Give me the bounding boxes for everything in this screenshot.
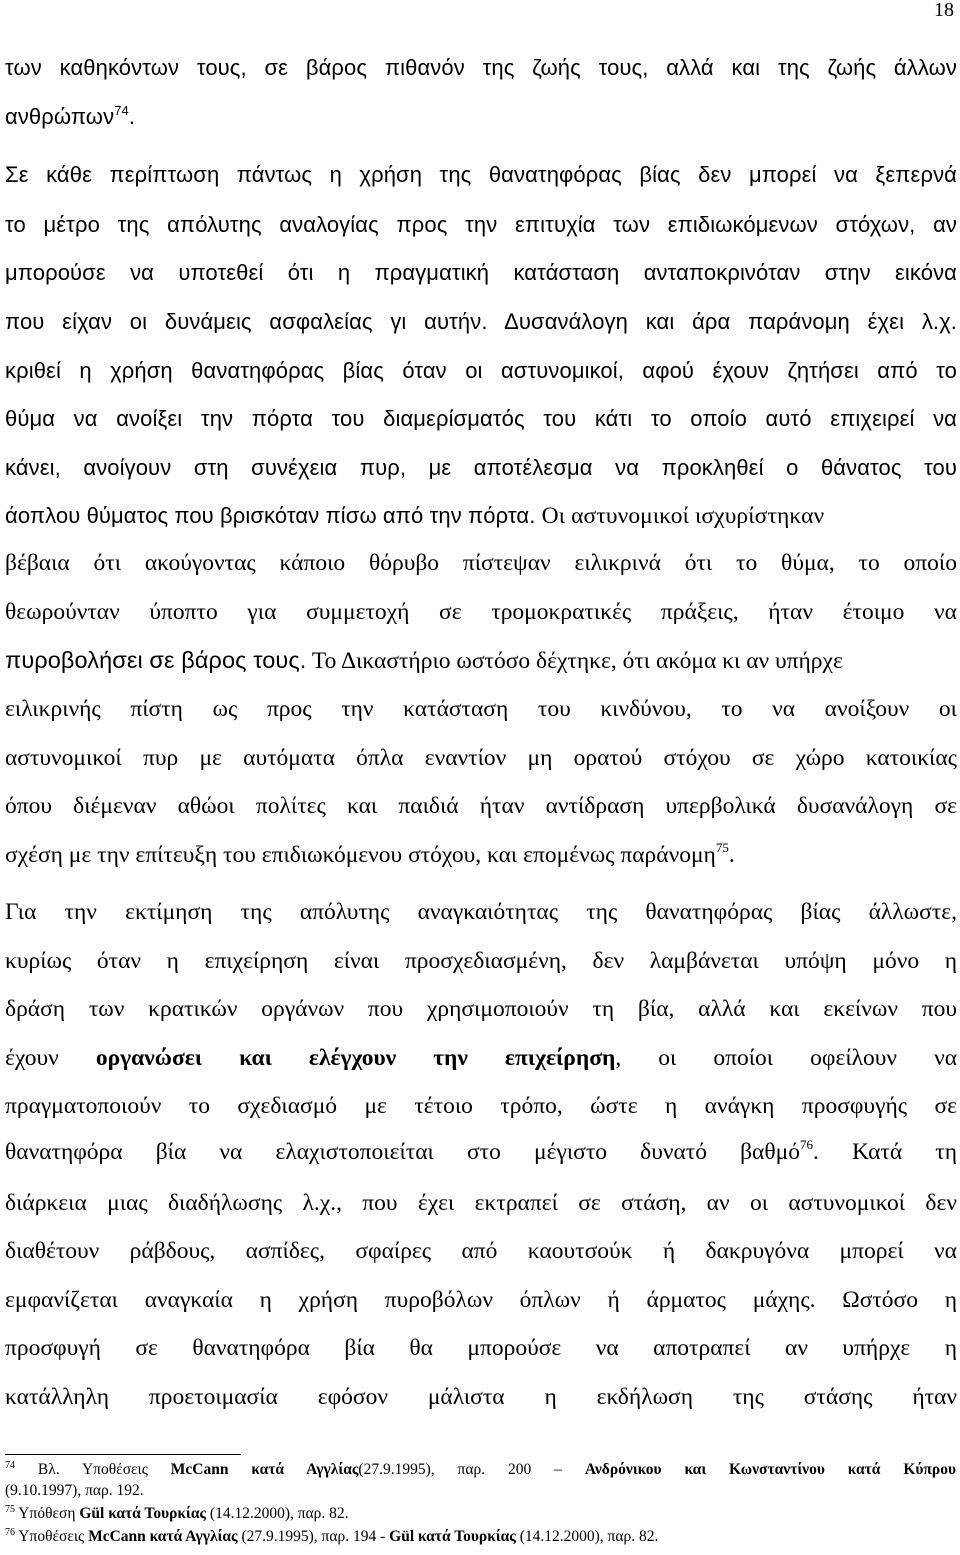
case-name: Ανδρόνικου και Κωνσταντίνου κατά Κύπρου [584, 1461, 957, 1478]
text-line: κυρίως όταν η επιχείρηση είναι προσχεδιασμένη, δεν λαμβάνεται υπόψη μόνο η [5, 948, 957, 974]
text-span: Υπόθεση [15, 1505, 80, 1522]
text-span: (27.9.1995), παρ. 200 – [358, 1461, 585, 1478]
text-line: εμφανίζεται αναγκαία η χρήση πυροβόλων όπλων ή άρματος μάχης. Ωστόσο η [5, 1287, 957, 1313]
text-line: κατάλληλη προετοιμασία εφόσον μάλιστα η εκδήλωση της στάσης ήταν [5, 1384, 957, 1410]
text-line: Σε κάθε περίπτωση πάντως η χρήση της θανατηφόρας βίας δεν μπορεί να ξεπερνά [5, 162, 957, 187]
text-line: διαθέτουν ράβδους, ασπίδες, σφαίρες από καουτσούκ ή δακρυγόνα μπορεί να [5, 1238, 957, 1264]
text-span: . [728, 842, 735, 868]
text-span: Το Δικαστήριο ωστόσο δέχτηκε, ότι ακόμα κι αν υπήρχε [311, 648, 843, 674]
text-line [5, 503, 957, 529]
case-name: Gül κατά Τουρκίας [79, 1505, 207, 1522]
text-span: Κατά τη [851, 1139, 957, 1165]
text-line: Για την εκτίμηση της απόλυτης αναγκαιότητας της θανατηφόρας βίας άλλωστε, [5, 899, 957, 925]
footnote-ref-75[interactable]: 75 [715, 840, 729, 856]
text-span: (14.12.2000), παρ. 82. [515, 1528, 659, 1545]
text-line: θεωρούνταν ύποπτο για συμμετοχή σε τρομοκρατικές πράξεις, ήταν έτοιμο να [5, 599, 957, 625]
text-line [5, 104, 957, 130]
text-line: διάρκεια μιας διαδήλωσης λ.χ., που έχει εκτραπεί σε στάση, αν οι αστυνομικοί δεν [5, 1190, 957, 1216]
footnote-number: 75 [5, 1503, 15, 1515]
text-span: σχέση με την επίτευξη του επιδιωκόμενου στόχου, και επομένως παράνομη [5, 842, 716, 868]
footnote-ref-74[interactable]: 74 [114, 102, 129, 118]
text-span: πυροβολήσει σε βάρος τους. [5, 647, 307, 673]
case-name: McCann κατά Αγγλίας [170, 1461, 359, 1478]
text-line [5, 1139, 957, 1165]
text-line: κριθεί η χρήση θανατηφόρας βίας όταν οι αστυνομικοί, αφού έχουν ζητήσει από το [5, 358, 957, 383]
text-line [5, 1045, 957, 1071]
text-span: θανατηφόρα βία να ελαχιστοποιείται στο μέγιστο δυνατό βαθμό [5, 1139, 800, 1165]
text-line: πραγματοποιούν το σχεδιασμό με τέτοιο τρόπο, ώστε η ανάγκη προσφυγής σε [5, 1093, 957, 1119]
footnote-number: 74 [5, 1459, 15, 1471]
text-line: αστυνομικοί πυρ με αυτόματα όπλα εναντίον μη ορατού στόχου σε χώρο κατοικίας [5, 745, 957, 771]
text-span: Βλ. Υποθέσεις [15, 1461, 171, 1478]
text-span: ανθρώπων [5, 104, 115, 129]
footnote-74 [5, 1461, 956, 1479]
text-span: Οι αστυνομικοί ισχυρίστηκαν [541, 503, 825, 529]
page-number: 18 [934, 0, 954, 21]
text-span: έχουν [5, 1045, 59, 1071]
text-span: (27.9.1995), παρ. 194 - [237, 1528, 390, 1545]
footnote-76 [5, 1528, 956, 1546]
text-line: το μέτρο της απόλυτης αναλογίας προς την επιτυχία των επιδιωκόμενων στόχων, αν [5, 212, 957, 237]
footnote-75 [5, 1505, 956, 1523]
footnote-ref-76[interactable]: 76 [799, 1137, 813, 1153]
footnote-74-cont: (9.10.1997), παρ. 192. [5, 1482, 144, 1499]
text-line: μπορούσε να υποτεθεί ότι η πραγματική κατάσταση ανταποκρινόταν στην εικόνα [5, 260, 957, 285]
text-span: , οι οποίοι οφείλουν να [615, 1045, 958, 1071]
case-name: Gül κατά Τουρκίας [389, 1528, 516, 1545]
text-line: των καθηκόντων τους, σε βάρος πιθανόν της ζωής τους, αλλά και της ζωής άλλων [5, 55, 957, 80]
text-span: . [128, 104, 136, 129]
text-line: ειλικρινής πίστη ως προς την κατάσταση του κινδύνου, το να ανοίξουν οι [5, 696, 957, 722]
emphasis-text: οργανώσει και ελέγχουν την επιχείρηση [95, 1045, 616, 1071]
case-name: McCann κατά Αγγλίας [88, 1528, 238, 1545]
text-line [5, 842, 957, 868]
text-line: που είχαν οι δυνάμεις ασφαλείας γι αυτήν. Δυσανάλογη και άρα παράνομη έχει λ.χ. [5, 309, 957, 334]
text-span: (14.12.2000), παρ. 82. [206, 1505, 349, 1522]
text-span: . [812, 1139, 819, 1165]
footnote-number: 76 [5, 1526, 15, 1538]
text-line: όπου διέμεναν αθώοι πολίτες και παιδιά ήταν αντίδραση υπερβολικά δυσανάλογη σε [5, 793, 957, 819]
text-line: δράση των κρατικών οργάνων που χρησιμοποιούν τη βία, αλλά και εκείνων που [5, 996, 957, 1022]
text-line [5, 647, 957, 674]
text-line: βέβαια ότι ακούγοντας κάποιο θόρυβο πίστεψαν ειλικρινά ότι το θύμα, το οποίο [5, 550, 957, 576]
footnote-separator [5, 1454, 241, 1455]
text-line: κάνει, ανοίγουν στη συνέχεια πυρ, με αποτέλεσμα να προκληθεί ο θάνατος του [5, 455, 957, 480]
text-line: προσφυγή σε θανατηφόρα βία θα μπορούσε να αποτραπεί αν υπήρχε η [5, 1335, 957, 1361]
text-line: θύμα να ανοίξει την πόρτα του διαμερίσματός του κάτι το οποίο αυτό επιχειρεί να [5, 406, 957, 431]
text-span: Υποθέσεις [15, 1528, 89, 1545]
text-span: άοπλου θύματος που βρισκόταν πίσω από την πόρτα. [5, 503, 536, 528]
